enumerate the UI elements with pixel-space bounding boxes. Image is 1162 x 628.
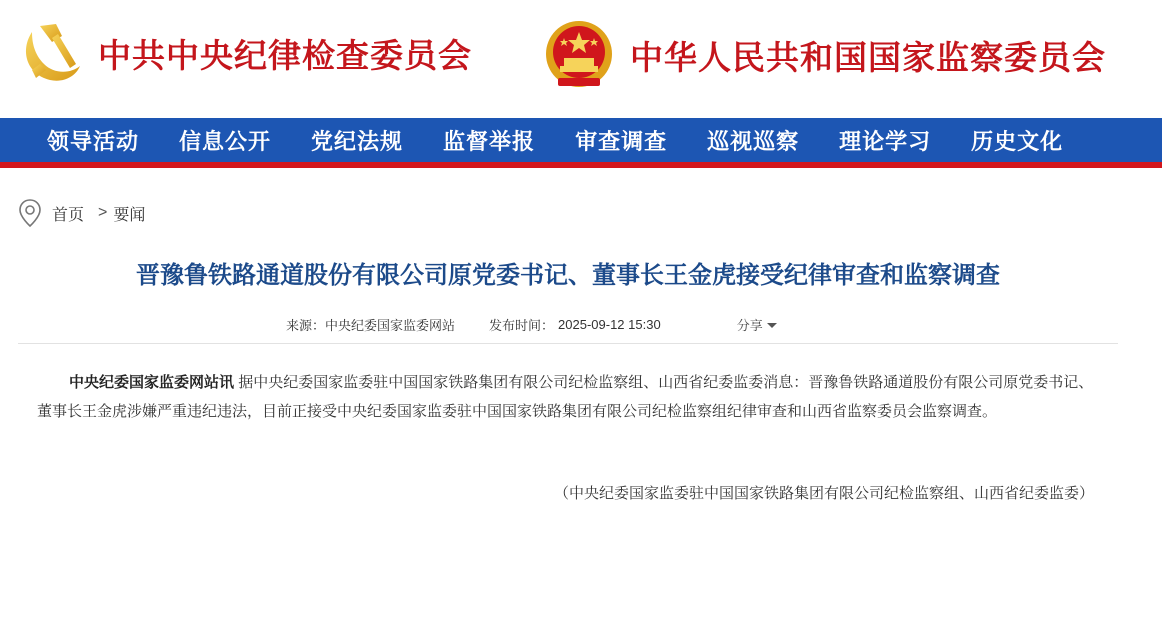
nav-item-inspection[interactable]: 巡视巡察 (707, 128, 800, 155)
location-pin-icon (18, 198, 42, 228)
nav-item-history[interactable]: 历史文化 (971, 128, 1064, 155)
nsc-brand[interactable] (544, 18, 1106, 92)
main-nav (0, 118, 1162, 168)
nav-item-investigation[interactable]: 审查调查 (575, 128, 668, 155)
nav-item-leadership[interactable]: 领导活动 (47, 128, 140, 155)
divider (18, 343, 1118, 344)
share-label: 分享 (736, 318, 763, 333)
national-emblem-icon (544, 18, 614, 92)
article-body (37, 368, 1097, 426)
publish-label: 发布时间： (489, 318, 555, 333)
article-source: 来源：中央纪委国家监委网站 (286, 318, 456, 333)
breadcrumb-home[interactable]: 首页 (52, 206, 85, 224)
nav-item-theory[interactable]: 理论学习 (839, 128, 932, 155)
breadcrumb-current[interactable]: 要闻 (113, 206, 146, 224)
nav-item-regulations[interactable]: 党纪法规 (311, 128, 404, 155)
breadcrumb-separator: > (98, 204, 108, 221)
share-button[interactable] (737, 315, 777, 334)
breadcrumb (18, 198, 145, 228)
hammer-and-sickle-icon (18, 20, 84, 86)
ccdi-brand[interactable] (18, 20, 472, 86)
nav-item-report[interactable]: 监督举报 (443, 128, 536, 155)
article-paragraph: 据中央纪委国家监委驻中国国家铁路集团有限公司纪检监察组、山西省纪委监委消息：晋豫鲁铁路通道股份有限公司原党委书记、董事长王金虎涉嫌严重违纪违法，目前正接受中央纪委国家监委驻中国国家铁路集团有限公司纪检监察组纪律审查和山西省监察委员会监察调查。 (37, 374, 1094, 420)
article-source-footer: （中央纪委国家监委驻中国国家铁路集团有限公司纪检监察组、山西省纪委监委） (553, 485, 1094, 502)
article-lead: 中央纪委国家监委网站讯 (69, 374, 235, 391)
nsc-title: 中华人民共和国国家监察委员会 (630, 37, 1106, 77)
ccdi-title: 中共中央纪律检查委员会 (98, 35, 472, 75)
publish-time: 2025-09-12 15:30 (558, 317, 661, 332)
site-header (0, 0, 1162, 118)
chevron-down-icon (767, 323, 777, 328)
nav-item-disclosure[interactable]: 信息公开 (179, 128, 272, 155)
article-meta (286, 315, 777, 334)
article-title: 晋豫鲁铁路通道股份有限公司原党委书记、董事长王金虎接受纪律审查和监察调查 (136, 262, 1000, 289)
